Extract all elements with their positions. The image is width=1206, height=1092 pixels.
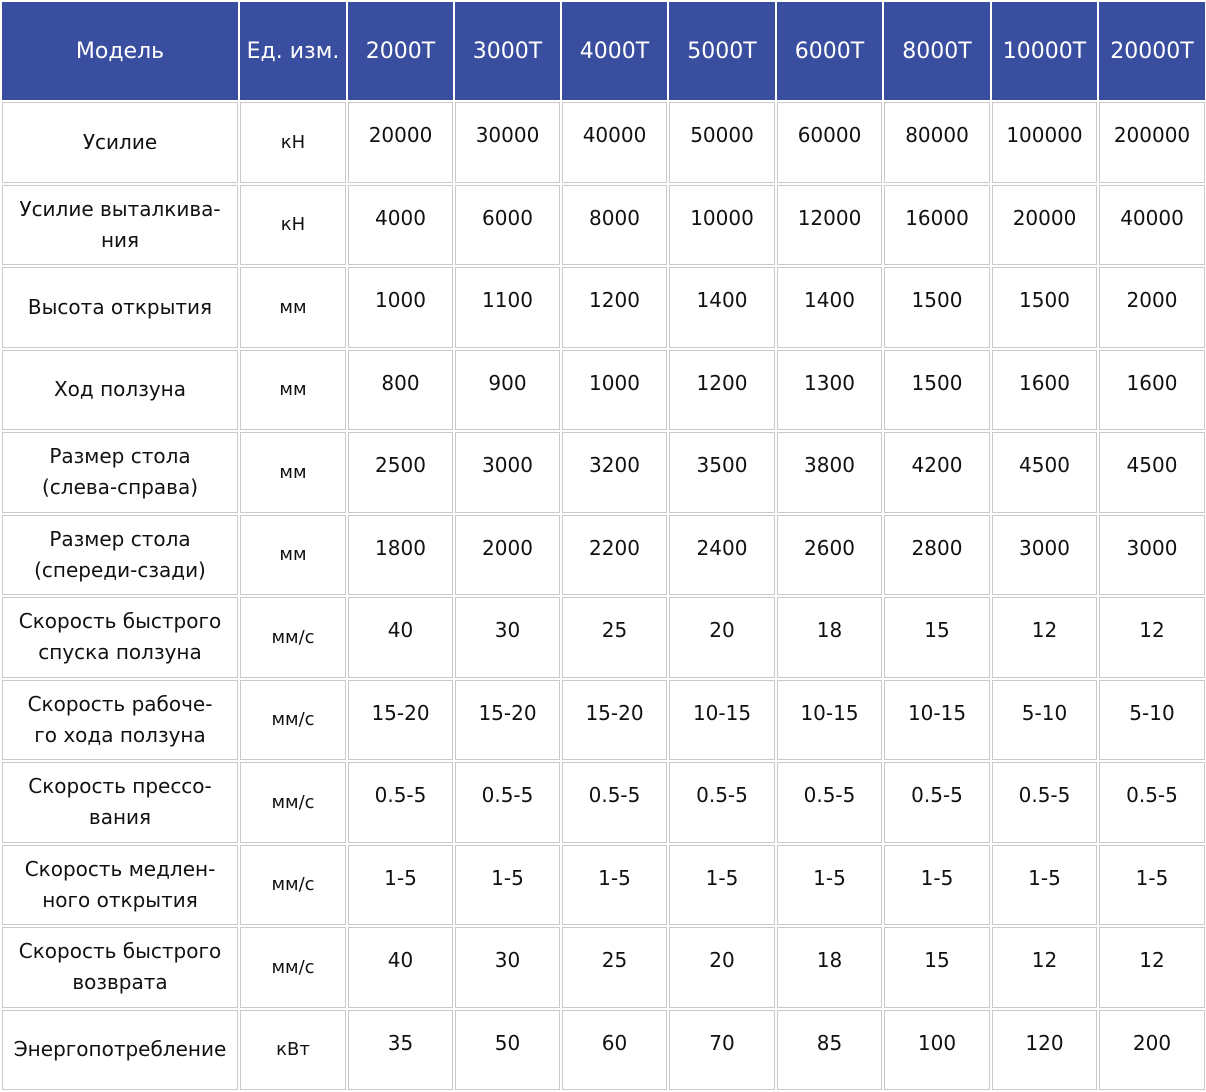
parameter-name: Скорость рабоче- го хода ползуна — [2, 680, 238, 761]
header-model-3: 3000Т — [455, 2, 560, 100]
table-row — [2, 102, 1205, 183]
value-cell: 1-5 — [669, 845, 775, 926]
value-cell: 20000 — [992, 185, 1097, 266]
header-model-9: 20000Т — [1099, 2, 1205, 100]
value-cell: 20000 — [348, 102, 453, 183]
value-cell: 1200 — [562, 267, 667, 348]
value-cell: 0.5-5 — [884, 762, 990, 843]
value-cell: 15-20 — [348, 680, 453, 761]
value-cell: 6000 — [455, 185, 560, 266]
table-row — [2, 267, 1205, 348]
value-cell: 1000 — [348, 267, 453, 348]
value-cell: 2800 — [884, 515, 990, 596]
value-cell: 12 — [992, 927, 1097, 1008]
value-cell: 3800 — [777, 432, 882, 513]
value-cell: 1-5 — [884, 845, 990, 926]
header-model-5: 5000Т — [669, 2, 775, 100]
value-cell: 2000 — [455, 515, 560, 596]
value-cell: 2000 — [1099, 267, 1205, 348]
value-cell: 50000 — [669, 102, 775, 183]
value-cell: 0.5-5 — [562, 762, 667, 843]
value-cell: 4200 — [884, 432, 990, 513]
value-cell: 0.5-5 — [992, 762, 1097, 843]
value-cell: 16000 — [884, 185, 990, 266]
value-cell: 1000 — [562, 350, 667, 431]
value-cell: 10000 — [669, 185, 775, 266]
value-cell: 40 — [348, 927, 453, 1008]
value-cell: 60 — [562, 1010, 667, 1091]
parameter-name: Скорость медлен- ного открытия — [2, 845, 238, 926]
value-cell: 4000 — [348, 185, 453, 266]
table-row — [2, 597, 1205, 678]
table-row — [2, 515, 1205, 596]
header-model: Модель — [2, 2, 238, 100]
value-cell: 2600 — [777, 515, 882, 596]
value-cell: 12 — [1099, 597, 1205, 678]
value-cell: 1500 — [884, 267, 990, 348]
value-cell: 60000 — [777, 102, 882, 183]
value-cell: 18 — [777, 597, 882, 678]
parameter-unit: кН — [240, 185, 346, 266]
table-row — [2, 680, 1205, 761]
value-cell: 3200 — [562, 432, 667, 513]
value-cell: 1500 — [884, 350, 990, 431]
value-cell: 12000 — [777, 185, 882, 266]
value-cell: 80000 — [884, 102, 990, 183]
value-cell: 12 — [992, 597, 1097, 678]
value-cell: 8000 — [562, 185, 667, 266]
value-cell: 50 — [455, 1010, 560, 1091]
value-cell: 40000 — [1099, 185, 1205, 266]
value-cell: 2500 — [348, 432, 453, 513]
parameter-unit: кВт — [240, 1010, 346, 1091]
value-cell: 0.5-5 — [348, 762, 453, 843]
value-cell: 10-15 — [777, 680, 882, 761]
value-cell: 5-10 — [1099, 680, 1205, 761]
value-cell: 12 — [1099, 927, 1205, 1008]
value-cell: 4500 — [992, 432, 1097, 513]
value-cell: 0.5-5 — [1099, 762, 1205, 843]
value-cell: 1-5 — [1099, 845, 1205, 926]
value-cell: 2400 — [669, 515, 775, 596]
table-row — [2, 185, 1205, 266]
table-row — [2, 350, 1205, 431]
value-cell: 15 — [884, 597, 990, 678]
parameter-unit: мм/с — [240, 762, 346, 843]
parameter-name: Ход ползуна — [2, 350, 238, 431]
value-cell: 100 — [884, 1010, 990, 1091]
parameter-unit: мм/с — [240, 680, 346, 761]
parameter-unit: мм/с — [240, 927, 346, 1008]
value-cell: 1200 — [669, 350, 775, 431]
value-cell: 25 — [562, 597, 667, 678]
header-unit: Ед. изм. — [240, 2, 346, 100]
parameter-name: Размер стола (спереди-сзади) — [2, 515, 238, 596]
value-cell: 1300 — [777, 350, 882, 431]
parameter-unit: мм — [240, 515, 346, 596]
value-cell: 35 — [348, 1010, 453, 1091]
value-cell: 1500 — [992, 267, 1097, 348]
parameter-unit: мм — [240, 267, 346, 348]
value-cell: 0.5-5 — [455, 762, 560, 843]
table-row — [2, 432, 1205, 513]
value-cell: 30000 — [455, 102, 560, 183]
value-cell: 3500 — [669, 432, 775, 513]
parameter-name: Усилие — [2, 102, 238, 183]
parameter-name: Скорость прессо- вания — [2, 762, 238, 843]
value-cell: 18 — [777, 927, 882, 1008]
value-cell: 20 — [669, 597, 775, 678]
parameter-unit: кН — [240, 102, 346, 183]
value-cell: 900 — [455, 350, 560, 431]
value-cell: 70 — [669, 1010, 775, 1091]
table-row — [2, 762, 1205, 843]
value-cell: 10-15 — [669, 680, 775, 761]
value-cell: 2200 — [562, 515, 667, 596]
value-cell: 40000 — [562, 102, 667, 183]
table-row — [2, 1010, 1205, 1091]
value-cell: 1-5 — [992, 845, 1097, 926]
parameter-unit: мм — [240, 350, 346, 431]
value-cell: 1-5 — [455, 845, 560, 926]
value-cell: 1-5 — [348, 845, 453, 926]
header-model-4: 4000Т — [562, 2, 667, 100]
parameter-name: Скорость быстрого возврата — [2, 927, 238, 1008]
value-cell: 3000 — [1099, 515, 1205, 596]
value-cell: 1100 — [455, 267, 560, 348]
value-cell: 10-15 — [884, 680, 990, 761]
table-row — [2, 927, 1205, 1008]
value-cell: 200 — [1099, 1010, 1205, 1091]
header-model-7: 8000Т — [884, 2, 990, 100]
table-header-row — [2, 2, 1205, 100]
value-cell: 25 — [562, 927, 667, 1008]
value-cell: 85 — [777, 1010, 882, 1091]
parameter-name: Скорость быстрого спуска ползуна — [2, 597, 238, 678]
value-cell: 3000 — [992, 515, 1097, 596]
value-cell: 30 — [455, 597, 560, 678]
value-cell: 1400 — [777, 267, 882, 348]
value-cell: 1800 — [348, 515, 453, 596]
header-model-8: 10000Т — [992, 2, 1097, 100]
value-cell: 1-5 — [777, 845, 882, 926]
value-cell: 1-5 — [562, 845, 667, 926]
parameter-name: Размер стола (слева-справа) — [2, 432, 238, 513]
header-model-2: 2000Т — [348, 2, 453, 100]
parameter-unit: мм/с — [240, 597, 346, 678]
value-cell: 800 — [348, 350, 453, 431]
value-cell: 40 — [348, 597, 453, 678]
value-cell: 30 — [455, 927, 560, 1008]
parameter-name: Высота открытия — [2, 267, 238, 348]
value-cell: 20 — [669, 927, 775, 1008]
parameter-unit: мм — [240, 432, 346, 513]
parameter-unit: мм/с — [240, 845, 346, 926]
table-row — [2, 845, 1205, 926]
value-cell: 200000 — [1099, 102, 1205, 183]
value-cell: 15-20 — [562, 680, 667, 761]
value-cell: 1600 — [1099, 350, 1205, 431]
parameter-name: Усилие выталкива- ния — [2, 185, 238, 266]
value-cell: 4500 — [1099, 432, 1205, 513]
value-cell: 100000 — [992, 102, 1097, 183]
value-cell: 15-20 — [455, 680, 560, 761]
parameter-name: Энергопотребление — [2, 1010, 238, 1091]
value-cell: 1400 — [669, 267, 775, 348]
header-model-6: 6000Т — [777, 2, 882, 100]
value-cell: 5-10 — [992, 680, 1097, 761]
value-cell: 15 — [884, 927, 990, 1008]
value-cell: 1600 — [992, 350, 1097, 431]
value-cell: 3000 — [455, 432, 560, 513]
value-cell: 0.5-5 — [669, 762, 775, 843]
value-cell: 120 — [992, 1010, 1097, 1091]
value-cell: 0.5-5 — [777, 762, 882, 843]
